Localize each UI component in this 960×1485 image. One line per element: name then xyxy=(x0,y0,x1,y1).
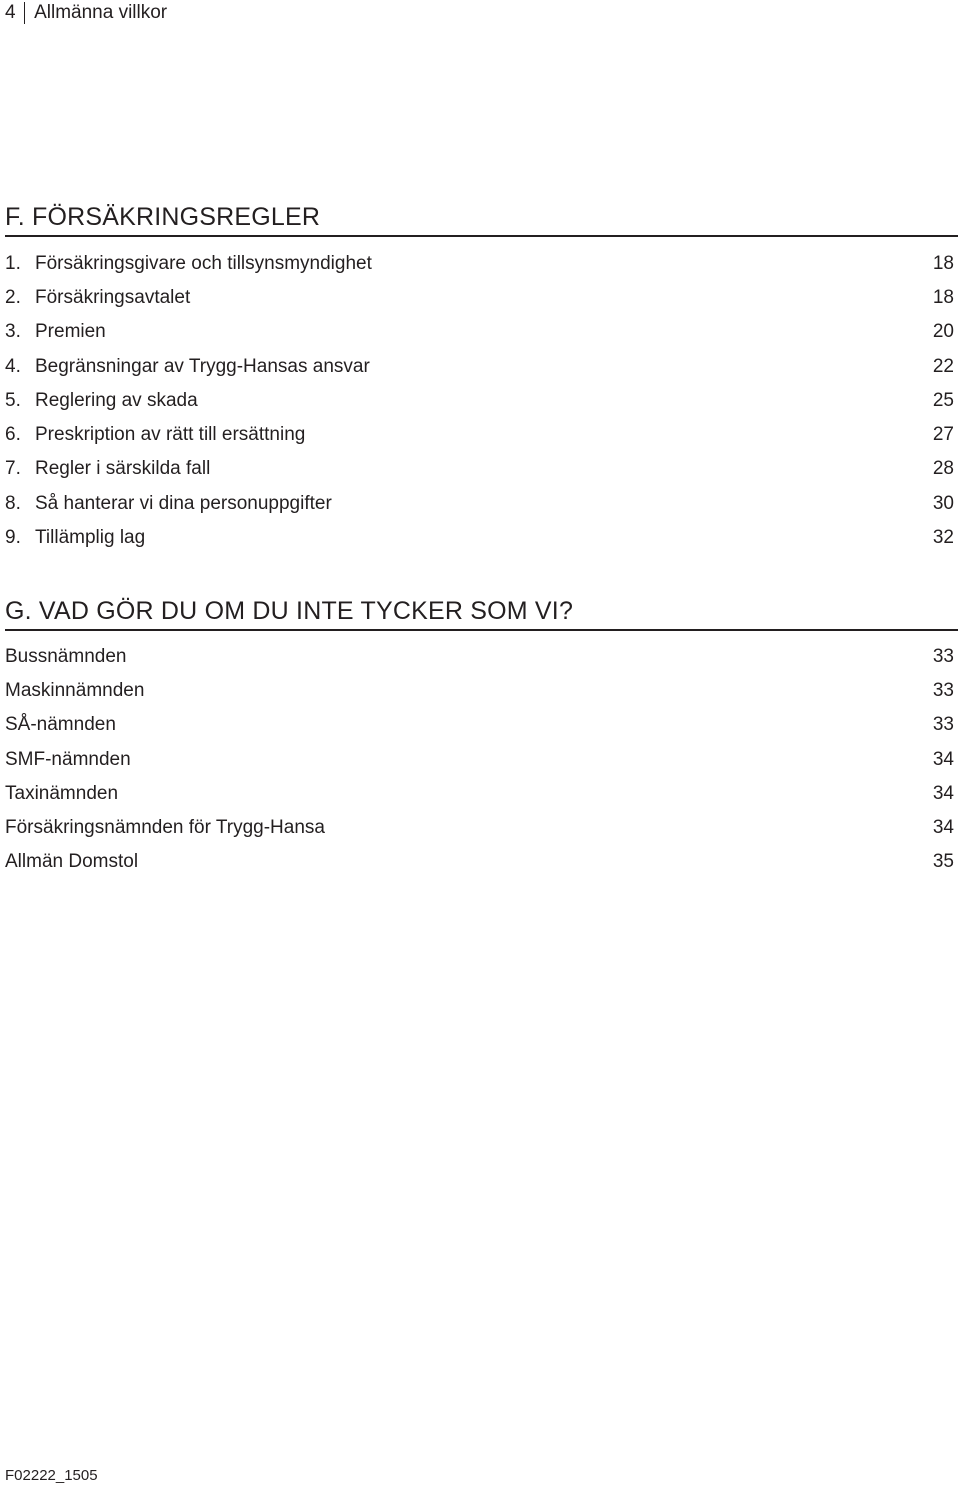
toc-entry[interactable] xyxy=(5,674,958,708)
section-f-title: F. FÖRSÄKRINGSREGLER xyxy=(5,203,321,231)
toc-entry[interactable] xyxy=(5,281,958,315)
section-f xyxy=(5,203,958,555)
toc-entry[interactable] xyxy=(5,811,958,845)
section-f-list xyxy=(5,237,958,556)
section-g-title: G. VAD GÖR DU OM DU INTE TYCKER SOM VI? xyxy=(5,597,574,625)
toc-entry-label: Maskinnämnden xyxy=(5,679,145,701)
toc-entry[interactable] xyxy=(5,418,958,452)
toc-entry-label: SÅ-nämnden xyxy=(5,714,116,736)
toc-entry-number: 3. xyxy=(5,321,21,343)
header-divider xyxy=(24,2,26,24)
toc-entry[interactable] xyxy=(5,315,958,349)
toc-entry-label: Reglering av skada xyxy=(35,389,198,411)
toc-entry-page: 28 xyxy=(932,458,954,480)
toc-entry-number: 2. xyxy=(5,286,21,308)
toc-entry-label: Premien xyxy=(35,321,106,343)
toc-entry[interactable] xyxy=(5,384,958,418)
toc-entry-number: 4. xyxy=(5,355,21,377)
toc-entry-number: 1. xyxy=(5,252,21,274)
toc-entry[interactable] xyxy=(5,845,958,879)
section-g-list xyxy=(5,631,958,880)
toc-entry-page: 33 xyxy=(932,679,954,701)
toc-entry-page: 35 xyxy=(932,851,954,873)
toc-entry[interactable] xyxy=(5,640,958,674)
toc-entry[interactable] xyxy=(5,247,958,281)
toc-entry-label: Tillämplig lag xyxy=(35,527,146,549)
toc-entry-page: 33 xyxy=(932,645,954,667)
toc-entry-page: 34 xyxy=(932,748,954,770)
page-number: 4 xyxy=(5,2,16,23)
toc-entry-page: 18 xyxy=(932,286,954,308)
toc-entry[interactable] xyxy=(5,452,958,486)
toc-entry-label: Försäkringsnämnden för Trygg-Hansa xyxy=(5,817,325,839)
toc-entry-page: 34 xyxy=(932,782,954,804)
toc-entry[interactable] xyxy=(5,487,958,521)
toc-entry-page: 18 xyxy=(932,252,954,274)
toc-entry[interactable] xyxy=(5,742,958,776)
document-code: F02222_1505 xyxy=(5,1467,98,1484)
toc-entry-number: 9. xyxy=(5,527,21,549)
toc-entry-label: Begränsningar av Trygg-Hansas ansvar xyxy=(35,355,370,377)
toc-entry-page: 22 xyxy=(932,355,954,377)
page-header xyxy=(5,2,167,24)
toc-entry-label: SMF-nämnden xyxy=(5,748,131,770)
toc-entry-page: 25 xyxy=(932,389,954,411)
toc-entry-label: Regler i särskilda fall xyxy=(35,458,211,480)
toc-entry-label: Försäkringsgivare och tillsynsmyndighet xyxy=(35,252,372,274)
toc-entry-label: Bussnämnden xyxy=(5,645,127,667)
toc-entry-label: Preskription av rätt till ersättning xyxy=(35,424,306,446)
toc-entry-number: 6. xyxy=(5,424,21,446)
toc-entry-label: Försäkringsavtalet xyxy=(35,286,191,308)
toc-entry-label: Taxinämnden xyxy=(5,782,119,804)
toc-entry-page: 34 xyxy=(932,817,954,839)
toc-entry-label: Så hanterar vi dina personuppgifter xyxy=(35,492,332,514)
toc-entry[interactable] xyxy=(5,708,958,742)
toc-entry-number: 8. xyxy=(5,492,21,514)
toc-entry[interactable] xyxy=(5,349,958,383)
toc-entry-page: 20 xyxy=(932,321,954,343)
toc-entry-number: 7. xyxy=(5,458,21,480)
toc-entry-number: 5. xyxy=(5,389,21,411)
toc-entry-page: 30 xyxy=(932,492,954,514)
toc-entry[interactable] xyxy=(5,521,958,555)
toc-entry-page: 32 xyxy=(932,527,954,549)
document-title: Allmänna villkor xyxy=(34,2,168,23)
section-g xyxy=(5,597,958,880)
toc-entry-page: 27 xyxy=(932,424,954,446)
toc-entry[interactable] xyxy=(5,777,958,811)
toc-entry-label: Allmän Domstol xyxy=(5,851,139,873)
toc-entry-page: 33 xyxy=(932,714,954,736)
